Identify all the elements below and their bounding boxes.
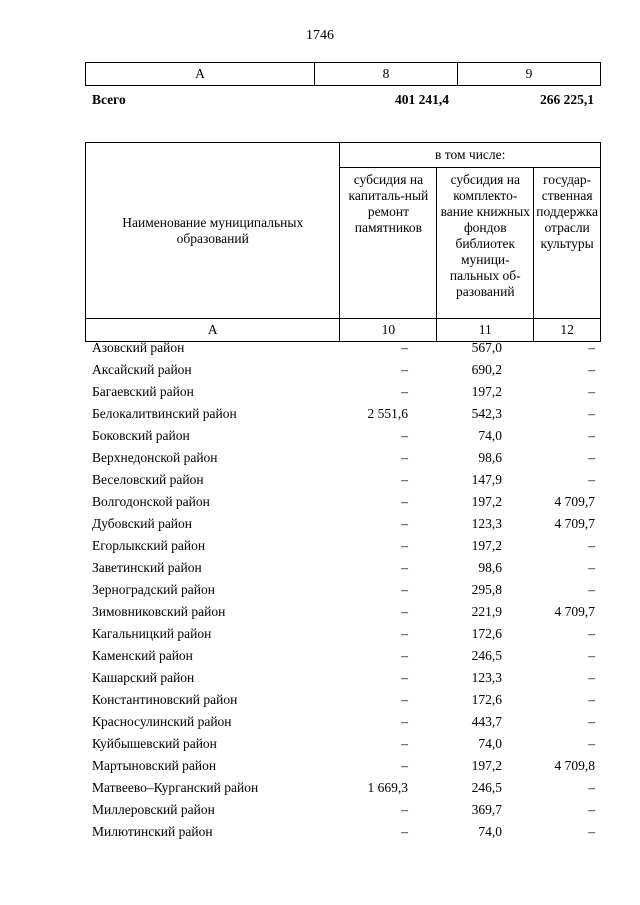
row-col11: 567,0	[471, 340, 502, 355]
row-col11: 74,0	[478, 736, 502, 751]
row-col11: 98,6	[478, 450, 502, 465]
row-col10: –	[401, 802, 408, 817]
row-col10: –	[401, 648, 408, 663]
row-name: Верхнедонской район	[92, 450, 218, 465]
row-col11: 369,7	[471, 802, 502, 817]
row-col12: –	[588, 472, 595, 487]
row-col10: –	[401, 450, 408, 465]
row-col11: 147,9	[471, 472, 502, 487]
row-col11: 172,6	[471, 626, 502, 641]
row-col10: –	[401, 626, 408, 641]
table-row	[85, 447, 601, 469]
row-col12: –	[588, 428, 595, 443]
table-row	[85, 337, 601, 359]
row-name: Багаевский район	[92, 384, 194, 399]
row-col11: 443,7	[471, 714, 502, 729]
row-col11: 197,2	[471, 758, 502, 773]
table-row	[85, 601, 601, 623]
totals-row	[85, 92, 601, 110]
row-col10: –	[401, 362, 408, 377]
col12-header: государ-ственная поддержка отрасли культуры	[534, 168, 601, 319]
row-col12: 4 709,8	[554, 758, 595, 773]
row-col11: 98,6	[478, 560, 502, 575]
num12-header: 12	[534, 319, 601, 342]
row-col10: –	[401, 714, 408, 729]
table-row	[85, 689, 601, 711]
row-name: Зерноградский район	[92, 582, 215, 597]
row-col10: –	[401, 472, 408, 487]
row-col12: –	[588, 692, 595, 707]
row-col12: –	[588, 824, 595, 839]
row-col11: 542,3	[471, 406, 502, 421]
row-name: Белокалитвинский район	[92, 406, 237, 421]
row-col10: –	[401, 428, 408, 443]
col11-header: субсидия на комплекто-вание книжных фондов библиотек муници-пальных об-разований	[437, 168, 534, 319]
row-col10: –	[401, 494, 408, 509]
row-name: Милютинский район	[92, 824, 213, 839]
row-name: Боковский район	[92, 428, 190, 443]
row-name: Дубовский район	[92, 516, 193, 531]
table-row	[85, 711, 601, 733]
row-col12: –	[588, 384, 595, 399]
row-col11: 123,3	[471, 670, 502, 685]
table-row	[85, 513, 601, 535]
table-row	[85, 579, 601, 601]
row-name: Кашарский район	[92, 670, 195, 685]
table-row	[85, 667, 601, 689]
row-col10: 2 551,6	[367, 406, 408, 421]
row-col11: 74,0	[478, 428, 502, 443]
row-name: Заветинский район	[92, 560, 202, 575]
table-row	[85, 755, 601, 777]
col-9-header: 9	[458, 63, 601, 86]
totals-col-8: 401 241,4	[395, 92, 449, 107]
table-row	[85, 733, 601, 755]
row-name: Миллеровский район	[92, 802, 215, 817]
row-col10: –	[401, 582, 408, 597]
row-col12: –	[588, 780, 595, 795]
row-col12: 4 709,7	[554, 494, 595, 509]
table-row	[85, 359, 601, 381]
row-col11: 197,2	[471, 384, 502, 399]
row-name: Азовский район	[92, 340, 185, 355]
row-name: Куйбышевский район	[92, 736, 217, 751]
row-col12: –	[588, 406, 595, 421]
row-name: Аксайский район	[92, 362, 192, 377]
table-row	[85, 403, 601, 425]
row-col12: –	[588, 714, 595, 729]
group-header: в том числе:	[340, 143, 601, 168]
row-col10: –	[401, 758, 408, 773]
row-name: Кагальницкий район	[92, 626, 212, 641]
row-name: Константиновский район	[92, 692, 238, 707]
row-name: Зимовниковский район	[92, 604, 226, 619]
row-col12: –	[588, 538, 595, 553]
row-name: Каменский район	[92, 648, 193, 663]
row-name: Красносулинский район	[92, 714, 232, 729]
row-col10: –	[401, 384, 408, 399]
table-row	[85, 645, 601, 667]
data-rows	[85, 337, 601, 843]
row-col12: –	[588, 626, 595, 641]
table-row	[85, 491, 601, 513]
row-name: Матвеево–Курганский район	[92, 780, 259, 795]
row-col12: –	[588, 560, 595, 575]
col10-header: субсидия на капиталь-ный ремонт памятников	[340, 168, 437, 319]
row-col10: –	[401, 824, 408, 839]
row-name: Волгодонской район	[92, 494, 210, 509]
row-col10: –	[401, 670, 408, 685]
row-col10: –	[401, 560, 408, 575]
row-col10: –	[401, 340, 408, 355]
table-row	[85, 535, 601, 557]
row-col10: –	[401, 604, 408, 619]
num-a-header: А	[86, 319, 340, 342]
name-column-header: Наименование муниципальных образований	[86, 143, 340, 319]
row-col10: 1 669,3	[367, 780, 408, 795]
table-row	[85, 623, 601, 645]
row-col11: 197,2	[471, 494, 502, 509]
col-8-header: 8	[315, 63, 458, 86]
row-col11: 221,9	[471, 604, 502, 619]
table-row	[85, 469, 601, 491]
row-col11: 246,5	[471, 780, 502, 795]
row-col11: 246,5	[471, 648, 502, 663]
col-a-header: А	[86, 63, 315, 86]
main-table-header	[85, 142, 601, 342]
row-name: Егорлыкский район	[92, 538, 206, 553]
num11-header: 11	[437, 319, 534, 342]
row-col12: –	[588, 362, 595, 377]
row-col12: 4 709,7	[554, 516, 595, 531]
row-col11: 172,6	[471, 692, 502, 707]
row-col11: 197,2	[471, 538, 502, 553]
row-col11: 295,8	[471, 582, 502, 597]
row-col12: –	[588, 450, 595, 465]
row-name: Веселовский район	[92, 472, 204, 487]
table-row	[85, 821, 601, 843]
row-col11: 690,2	[471, 362, 502, 377]
row-col10: –	[401, 538, 408, 553]
row-name: Мартыновский район	[92, 758, 217, 773]
totals-label: Всего	[92, 92, 126, 107]
row-col12: –	[588, 736, 595, 751]
top-column-header-table	[85, 62, 601, 86]
table-row	[85, 799, 601, 821]
row-col12: 4 709,7	[554, 604, 595, 619]
table-row	[85, 381, 601, 403]
row-col11: 74,0	[478, 824, 502, 839]
num10-header: 10	[340, 319, 437, 342]
row-col11: 123,3	[471, 516, 502, 531]
row-col10: –	[401, 692, 408, 707]
table-row	[85, 425, 601, 447]
row-col12: –	[588, 340, 595, 355]
table-row	[85, 557, 601, 579]
table-row	[85, 777, 601, 799]
row-col12: –	[588, 648, 595, 663]
page-number: 1746	[306, 28, 334, 43]
row-col10: –	[401, 516, 408, 531]
row-col10: –	[401, 736, 408, 751]
row-col12: –	[588, 802, 595, 817]
totals-col-9: 266 225,1	[540, 92, 594, 107]
row-col12: –	[588, 582, 595, 597]
row-col12: –	[588, 670, 595, 685]
